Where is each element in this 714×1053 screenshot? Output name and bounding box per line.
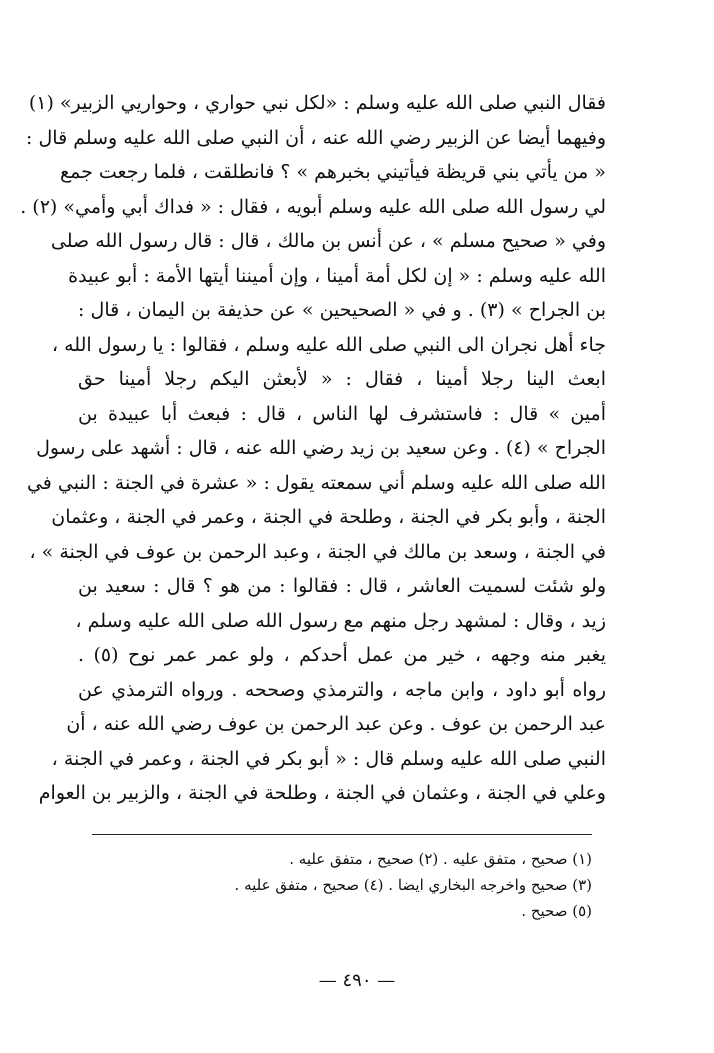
text-line: فقال النبي صلى الله عليه وسلم : «لكل نبي حواري ، وحواريي الزبير» (١) [28,92,606,114]
text-line: الله صلى الله عليه وسلم أني سمعته يقول : « عشرة في الجنة : النبي في [26,471,606,494]
text-line: في الجنة ، وسعد بن مالك في الجنة ، وعبد الرحمن بن عوف في الجنة » ، [29,540,606,563]
text-line: وعلي في الجنة ، وعثمان في الجنة ، وطلحة في الجنة ، والزبير بن العوام [38,782,606,804]
text-line: رواه أبو داود ، وابن ماجه ، والترمذي وصححه . ورواه الترمذي عن [78,678,606,701]
footnote-line: (٥) صحيح . [521,902,592,920]
text-line: أمين » قال : فاستشرف لها الناس ، قال : فبعث أبا عبيدة بن [78,402,606,425]
footnote-divider [92,834,592,835]
text-line: ابعث الينا رجلا أمينا ، فقال : « لأبعثن اليكم رجلا أمينا حق [78,368,606,390]
text-line: يغبر منه وجهه ، خير من عمل أحدكم ، ولو عمر عمر نوح (٥) . [78,644,606,666]
text-line: الجنة ، وأبو بكر في الجنة ، وطلحة في الجنة ، وعمر في الجنة ، وعثمان [51,506,606,528]
text-line: جاء أهل نجران الى النبي صلى الله عليه وسلم ، فقالوا : يا رسول الله ، [51,333,606,356]
footnote-line: (١) صحيح ، متفق عليه . (٢) صحيح ، متفق عليه . [289,850,592,868]
text-line: عبد الرحمن بن عوف . وعن عبد الرحمن بن عوف رضي الله عنه ، أن [66,713,606,735]
text-line: « من يأتي بني قريظة فيأتيني بخبرهم » ؟ فانطلقت ، فلما رجعت جمع [60,161,606,183]
text-line: ولو شئت لسميت العاشر ، قال : فقالوا : من هو ؟ قال : سعيد بن [78,575,606,597]
text-line: بن الجراح » (٣) . و في « الصحيحين » عن حذيفة بن اليمان ، قال : [78,299,606,321]
text-line: النبي صلى الله عليه وسلم قال : « أبو بكر في الجنة ، وعمر في الجنة ، [51,747,606,770]
text-line: وفي « صحيح مسلم » ، عن أنس بن مالك ، قال : قال رسول الله صلى [50,230,606,252]
main-text-block [20,86,606,811]
text-line: لي رسول الله صلى الله عليه وسلم أبويه ، فقال : « فداك أبي وأمي» (٢) . [20,195,606,218]
text-line: الله عليه وسلم : « إن لكل أمة أمينا ، وإن أميننا أيتها الأمة : أبو عبيدة [68,264,606,287]
footnotes [100,846,592,924]
page-number: — ٤٩٠ — [318,970,396,991]
text-line: زيد ، وقال : لمشهد رجل منهم مع رسول الله صلى الله عليه وسلم ، [75,609,606,632]
text-line: وفيهما أيضا عن الزبير رضي الله عنه ، أن النبي صلى الله عليه وسلم قال : [26,126,606,149]
footnote-line: (٣) صحيح واخرجه البخاري ايضا . (٤) صحيح ، متفق عليه . [234,876,592,894]
text-line: الجراح » (٤) . وعن سعيد بن زيد رضي الله عنه ، قال : أشهد على رسول [36,437,606,459]
